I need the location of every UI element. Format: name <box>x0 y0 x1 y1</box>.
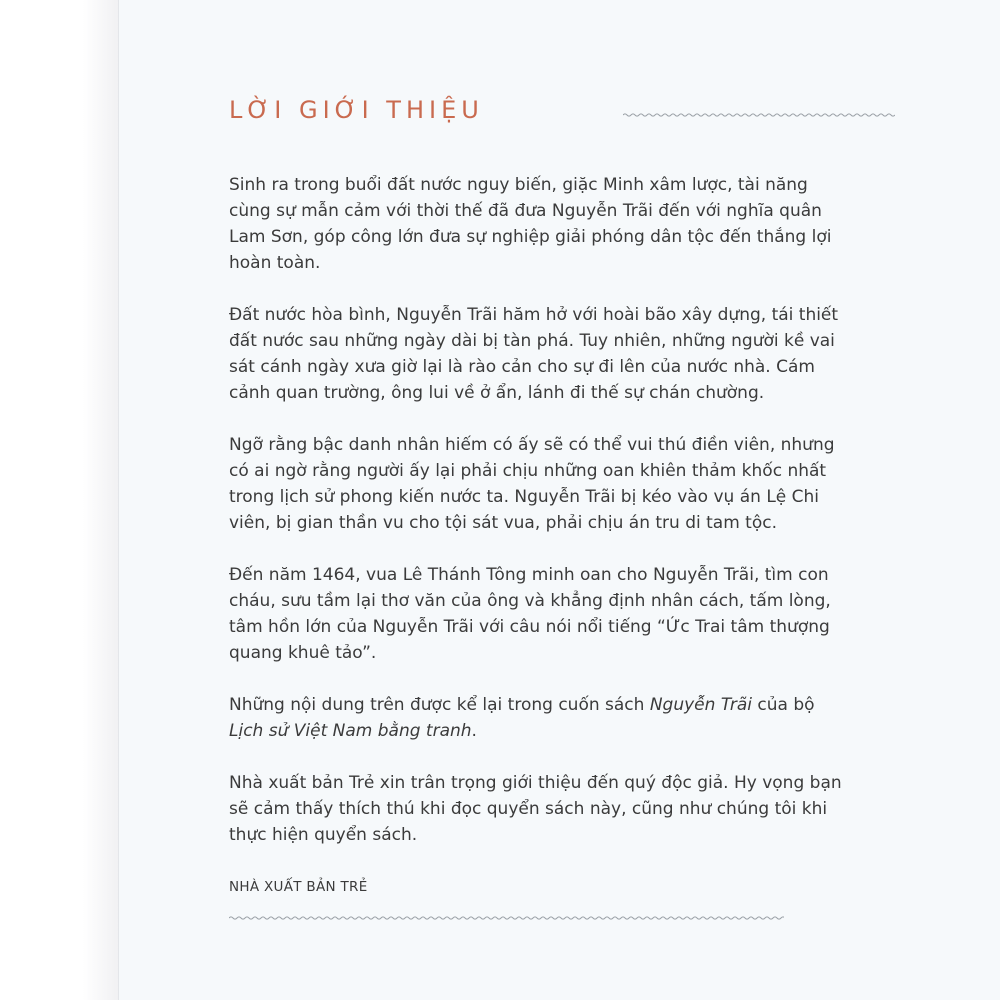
paragraph-6 <box>229 770 842 848</box>
text-line <box>229 692 819 718</box>
text-line: đất nước sau những ngày dài bị tàn phá. Tuy nhiên, những người kề vai <box>229 331 835 351</box>
text-line: thực hiện quyển sách. <box>229 825 418 845</box>
wavy-divider-top <box>623 110 895 120</box>
text-line: Lam Sơn, góp công lớn đưa sự nghiệp giải phóng dân tộc đến thắng lợi <box>229 227 832 247</box>
text-line: sẽ cảm thấy thích thú khi đọc quyển sách này, cũng như chúng tôi khi <box>229 799 828 819</box>
introduction-body <box>229 172 842 900</box>
wavy-divider-bottom <box>229 913 784 923</box>
text-line: cùng sự mẫn cảm với thời thế đã đưa Nguyễn Trãi đến với nghĩa quân <box>229 201 822 221</box>
book-gutter <box>0 0 118 1000</box>
book-title-italic: Nguyễn Trãi <box>649 695 753 715</box>
text-line: Nhà xuất bản Trẻ xin trân trọng giới thiệu đến quý độc giả. Hy vọng bạn <box>229 773 842 793</box>
paragraph-3 <box>229 432 835 536</box>
text-line: sát cánh ngày xưa giờ lại là rào cản cho sự đi lên của nước nhà. Cám <box>229 357 815 377</box>
text-line: Sinh ra trong buổi đất nước nguy biến, giặc Minh xâm lược, tài năng <box>229 175 808 195</box>
book-page <box>118 0 1000 1000</box>
text-line: Ngỡ rằng bậc danh nhân hiếm có ấy sẽ có thể vui thú điền viên, nhưng <box>229 435 835 455</box>
text-run: . <box>471 721 477 741</box>
publisher-signature: NHÀ XUẤT BẢN TRẺ <box>229 879 368 895</box>
text-line: Đến năm 1464, vua Lê Thánh Tông minh oan cho Nguyễn Trãi, tìm con <box>229 565 829 585</box>
text-line: trong lịch sử phong kiến nước ta. Nguyễn Trãi bị kéo vào vụ án Lệ Chi <box>229 487 820 507</box>
text-line <box>229 718 819 744</box>
page-title: LỜI GIỚI THIỆU <box>229 96 484 124</box>
text-line: quang khuê tảo”. <box>229 643 377 663</box>
text-line: cháu, sưu tầm lại thơ văn của ông và khẳng định nhân cách, tấm lòng, <box>229 591 831 611</box>
heading-row <box>229 96 789 136</box>
text-line: có ai ngờ rằng người ấy lại phải chịu những oan khiên thảm khốc nhất <box>229 461 827 481</box>
text-run: Những nội dung trên được kể lại trong cuốn sách <box>229 695 650 715</box>
paragraph-5 <box>229 692 819 744</box>
series-title-italic: Lịch sử Việt Nam bằng tranh <box>229 721 472 741</box>
text-line: cảnh quan trường, ông lui về ở ẩn, lánh đi thế sự chán chường. <box>229 383 765 403</box>
text-line: Đất nước hòa bình, Nguyễn Trãi hăm hở với hoài bão xây dựng, tái thiết <box>229 305 839 325</box>
paragraph-1 <box>229 172 832 276</box>
text-line: viên, bị gian thần vu cho tội sát vua, phải chịu án tru di tam tộc. <box>229 513 777 533</box>
paragraph-2 <box>229 302 839 406</box>
text-run: của bộ <box>752 695 815 715</box>
text-line: hoàn toàn. <box>229 253 321 273</box>
paragraph-4 <box>229 562 831 666</box>
text-line: tâm hồn lớn của Nguyễn Trãi với câu nói nổi tiếng “Ức Trai tâm thượng <box>229 617 830 637</box>
